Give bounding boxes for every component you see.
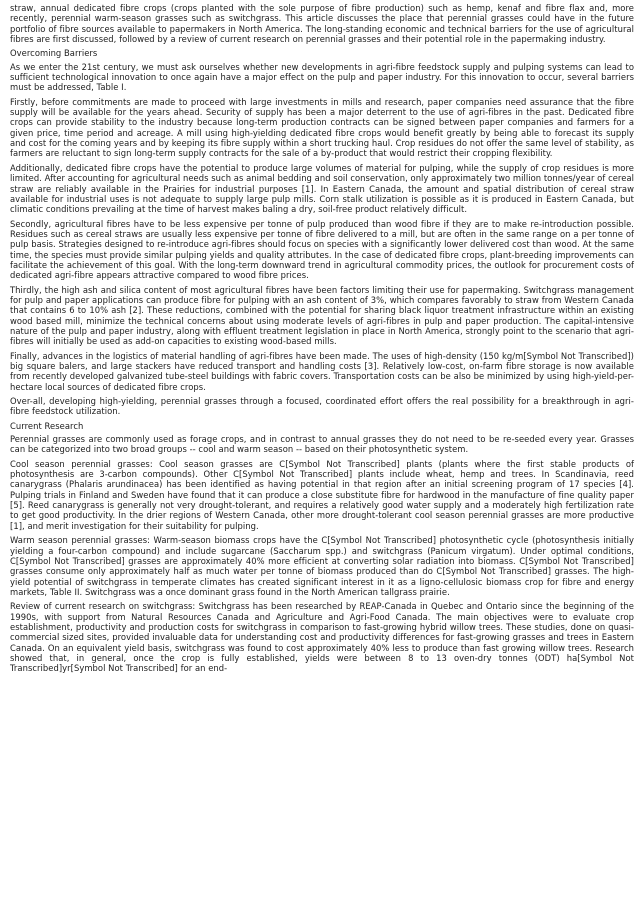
paragraph: Finally, advances in the logistics of material handling of agri-fibres have been made. The uses of high-density (150 kg/m[Symbol Not Transcribed]) big square balers, and large stackers have reduced transport and handling costs [3]. Relatively low-cost, on-farm fibre storage is now available from recently developed galvanized tube-steel buildings with fabric covers. Transportation costs can be also be minimized by using high-yield-per-hectare local sources of dedicated fibre crops. [10, 350, 634, 392]
paragraph: Secondly, agricultural fibres have to be less expensive per tonne of pulp produced than wood fibre if they are to make re-introduction possible. Residues such as cereal straws are usually less expensive per tonne of fibre delivered to a mill, but are often in the same range on a per tonne of pulp basis. Strategies designed to re-introduce agri-fibres should focus on species with a significantly lower delivered cost than wood. At the same time, the species must provide similar pulping yields and quality attributes. In the case of dedicated fibre crops, plant-breeding improvements can facilitate the achievement of this goal. With the long-term downward trend in agricultural commodity prices, the outlook for procurement costs of dedicated agri-fibre appears attractive compared to wood fibre prices. [10, 218, 634, 281]
paragraph: As we enter the 21st century, we must ask ourselves whether new developments in agri-fibre feedstock supply and pulping systems can lead to sufficient technological innovation to once again have a major effect on the pulp and paper industry. For this innovation to occur, several barriers must be addressed, Table I. [10, 61, 634, 93]
paragraph: Over-all, developing high-yielding, perennial grasses through a focused, coordinated effort offers the real possibility for a breakthrough in agri-fibre feedstock utilization. [10, 396, 634, 417]
document-body [10, 3, 634, 674]
paragraph: straw, annual dedicated fibre crops (crops planted with the sole purpose of fibre production) such as hemp, kenaf and fibre flax and, more recently, perennial warm-season grasses such as switchgrass. This article discusses the place that perennial grasses could have in the future portfolio of fibre sources available to papermakers in North America. The long-standing economic and technical barriers for the use of agricultural fibres are first discussed, followed by a review of current research on perennial grasses and their potential role in the papermaking industry. [10, 3, 634, 45]
paragraph: Cool season perennial grasses: Cool season grasses are C[Symbol Not Transcribed] plants (plants where the first stable products of photosynthesis are 3-carbon compounds). Other C[Symbol Not Transcribed] plants include wheat, hemp and trees. In Scandinavia, reed canarygrass (Phalaris arundinacea) has been identified as having potential in that region after an initial screening program of 17 species [4]. Pulping trials in Finland and Sweden have found that it can produce a close substitute fibre for hardwood in the manufacture of fine quality paper [5]. Reed canarygrass is generally not very drought-tolerant, and requires a relatively good water supply and a moderately high fertilization rate to get good productivity. In the drier regions of Western Canada, other more drought-tolerant cool season perennial grasses are more productive [1], and merit investigation for their suitability for pulping. [10, 458, 634, 531]
paragraph: Additionally, dedicated fibre crops have the potential to produce large volumes of material for pulping, while the supply of crop residues is more limited. After accounting for agricultural needs such as animal bedding and soil conservation, only approximately two million tonnes/year of cereal straw are reliably available in the Prairies for industrial purposes [1]. In Eastern Canada, the amount and spatial distribution of cereal straw available for industrial uses is not adequate to supply large pulp mills. Corn stalk utilization is possible as it is produced in Eastern Canada, but climatic conditions prevailing at the time of harvest makes baling a dry, soil-free product relatively difficult. [10, 162, 634, 215]
paragraph: Warm season perennial grasses: Warm-season biomass crops have the C[Symbol Not Transcribed] photosynthetic cycle (photosynthesis initially yielding a four-carbon compound) and include sugarcane (Saccharum spp.) and switchgrass (Panicum virgatum). Under optimal conditions, C[Symbol Not Transcribed] grasses are approximately 40% more efficient at converting solar radiation into biomass. C[Symbol Not Transcribed] grasses consume only approximately half as much water per tonne of biomass produced than do C[Symbol Not Transcribed] grasses. The high-yield potential of switchgrass in temperate climates has created significant interest in it as a ligno-cellulosic biomass crop for fibre and energy markets, Table II. Switchgrass was a once dominant grass found in the North American tallgrass prairie. [10, 535, 634, 597]
paragraph: Thirdly, the high ash and silica content of most agricultural fibres have been factors limiting their use for papermaking. Switchgrass management for pulp and paper applications can produce fibre for pulping with an ash content of 3%, which compares favorably to straw from Western Canada that contains 6 to 10% ash [2]. These reductions, combined with the potential for sharing black liquor treatment infrastructure within an existing wood based mill, minimize the technical concerns about using moderate levels of agri-fibres in pulp and paper production. The capital-intensive nature of the pulp and paper industry, along with effluent treatment legislation in place in North America, strongly point to the scenario that agri-fibres will initially be used as add-on capacities to existing wood-based mills. [10, 284, 634, 347]
paragraph: Review of current research on switchgrass: Switchgrass has been researched by REAP-Canada in Quebec and Ontario since the beginning of the 1990s, with support from Natural Resources Canada and Agriculture and Agri-Food Canada. The main objectives were to evaluate crop establishment, productivity and production costs for switchgrass in comparison to fast-growing hybrid willow trees. These studies, done on quasi-commercial sized sites, provided invaluable data for understanding cost and productivity differences for fast-growing grasses and trees in Eastern Canada. On an equivalent yield basis, switchgrass was found to cost approximately 40% less to produce than fast growing willow trees. Research showed that, in general, once the crop is fully established, yields were between 8 to 13 oven-dry tonnes (ODT) ha[Symbol Not Transcribed]yr[Symbol Not Transcribed] for an end- [10, 601, 634, 674]
paragraph: Firstly, before commitments are made to proceed with large investments in mills and research, paper companies need assurance that the fibre supply will be available for the years ahead. Security of supply has been a major deterrent to the use of agri-fibres in the past. Dedicated fibre crops can provide stability to the industry because long-term production contracts can be signed between paper companies and farmers for a given price, time period and acreage. A mill using high-yielding dedicated fibre crops would benefit greatly by being able to forecast its supply and cost for the coming years and by keeping its fibre supply within a short trucking haul. Crop residues do not offer the same level of stability, as farmers are reluctant to sign long-term supply contracts for the sale of a by-product that would restrict their cropping flexibility. [10, 96, 634, 159]
paragraph: Perennial grasses are commonly used as forage crops, and in contrast to annual grasses they do not need to be re-seeded every year. Grasses can be categorized into two broad groups -- cool and warm season -- based on their photosynthetic system. [10, 434, 634, 455]
section-heading: Current Research [10, 420, 84, 431]
section-heading: Overcoming Barriers [10, 48, 98, 59]
